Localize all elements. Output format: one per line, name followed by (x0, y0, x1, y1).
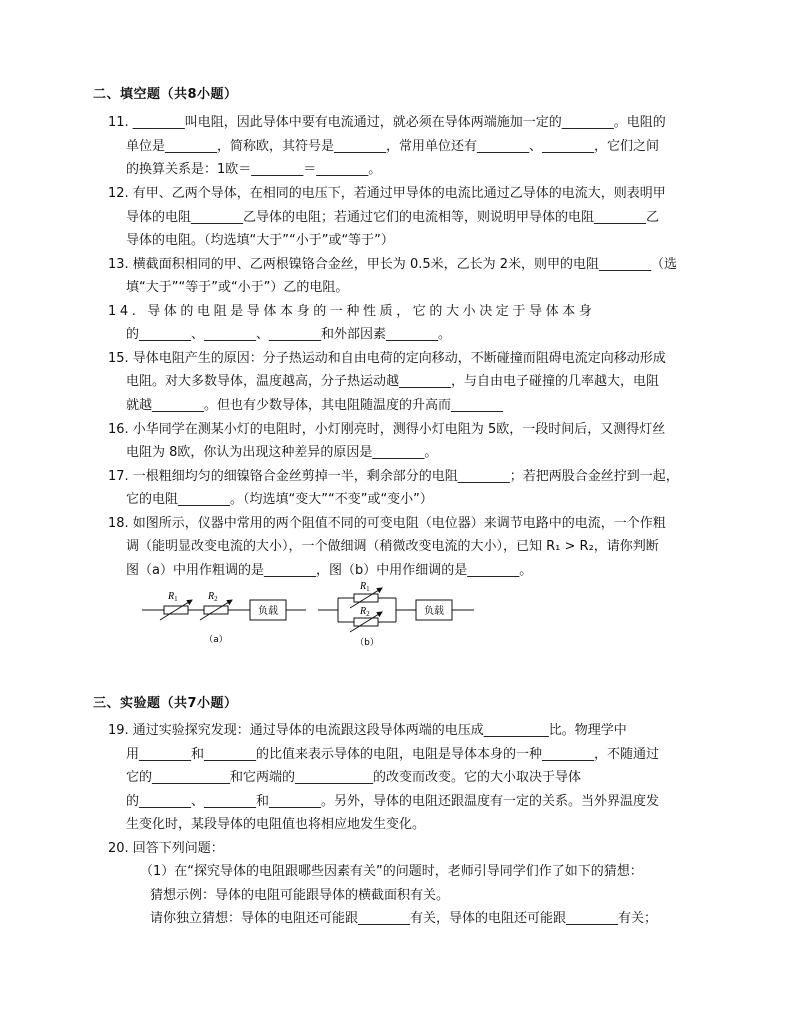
label-r2: $R_2$ (208, 591, 218, 603)
q19-line-3: 它的____________和它两端的____________的改变而改变。它的大小取决于导体 (126, 770, 582, 785)
load-label: 负载 (258, 606, 278, 617)
caption-a: （a） (204, 635, 228, 645)
q17-line-1: 17. 一根粗细均匀的细镍铬合金丝剪掉一半，剩余部分的电阻________；若把两股合金丝拧到一起， (108, 469, 679, 484)
q19-line-5: 生变化时，某段导体的电阻值也将相应地发生变化。 (126, 817, 426, 832)
q19-line-1: 19. 通过实验探究发现：通过导体的电流跟这段导体两端的电压成__________比。物理学中 (108, 723, 627, 738)
section-title-fill-in: 二、填空题（共8小题） (93, 87, 238, 102)
q12-line-3: 导体的电阻。（均选填“大于”“小于”或“等于”） (126, 233, 394, 248)
q18-line-1: 18. 如图所示，仪器中常用的两个阻值不同的可变电阻（电位器）来调节电路中的电流，一个作粗 (108, 516, 666, 531)
q14-line-1: 14. 导体的电阻是导体本身的一种性质，它的大小决定于导体本身 (108, 304, 596, 319)
q20-guess-line: 请你独立猜想：导体的电阻还可能跟________有关，导体的电阻还可能跟________有关； (150, 911, 658, 926)
q18-line-2: 调（能明显改变电流的大小），一个做细调（稍微改变电流的大小），已知 R₁ > R₂，请你判断 (126, 539, 659, 554)
q13-line-1: 13. 横截面积相同的甲、乙两根镍铬合金丝，甲长为 0.5米，乙长为 2米，则甲的电阻________（选 (108, 257, 678, 272)
q18-line-3: 图（a）中用作粗调的是________，图（b）中用作细调的是________。 (126, 563, 533, 578)
q15-line-2: 电阻。对大多数导体，温度越高，分子热运动越________，与自由电子碰撞的几率越大，电阻 (126, 374, 660, 389)
q11-line-3: 的换算关系是：1欧＝________＝________。 (126, 162, 382, 177)
circuit-diagrams (140, 578, 480, 650)
q20-part1-line: （1）在“探究导体的电阻跟哪些因素有关”的问题时，老师引导同学们作了如下的猜想： (140, 864, 643, 879)
q13-line-2: 填“大于”“等于”或“小于”）乙的电阻。 (126, 280, 349, 295)
load-label: 负载 (424, 606, 444, 617)
q16-line-2: 电阻为 8欧，你认为出现这种差异的原因是________。 (126, 445, 438, 460)
q20-line-1: 20. 回答下列问题： (108, 841, 224, 856)
q19-line-4: 的________、________和________。另外，导体的电阻还跟温度有一定的关系。当外界温度发 (126, 794, 660, 809)
q17-line-2: 它的电阻________。（均选填“变大”“不变”或“变小”） (126, 492, 433, 507)
label-r1: $R_1$ (168, 591, 178, 603)
q14-line-2: 的________、________、________和外部因素________。 (126, 327, 452, 342)
q12-line-1: 12. 有甲、乙两个导体，在相同的电压下，若通过甲导体的电流比通过乙导体的电流大，则表明甲 (108, 186, 666, 201)
q12-line-2: 导体的电阻________乙导体的电阻；若通过它们的电流相等，则说明甲导体的电阻________乙 (126, 210, 660, 225)
q15-line-1: 15. 导体电阻产生的原因：分子热运动和自由电荷的定向移动，不断碰撞而阻碍电流定向移动形成 (108, 351, 666, 366)
variable-arrow (200, 600, 232, 620)
variable-arrow (160, 600, 192, 620)
circuit-b (318, 581, 474, 648)
label-r2: $R_2$ (360, 606, 370, 618)
q11-line-2: 单位是________，简称欧，其符号是________，常用单位还有________、________，它们之间 (126, 139, 660, 154)
section-title-experiment: 三、实验题（共7小题） (93, 696, 238, 711)
caption-b: （b） (355, 638, 379, 648)
q15-line-3: 就越________。但也有少数导体，其电阻随温度的升高而________ (126, 398, 504, 413)
label-r1: $R_1$ (360, 581, 370, 593)
q16-line-1: 16. 小华同学在测某小灯的电阻时，小灯刚亮时，测得小灯电阻为 5欧，一段时间后，又测得灯丝 (108, 422, 666, 437)
circuit-a (142, 591, 306, 645)
q11-line-1: 11. ________叫电阻，因此导体中要有电流通过，就必须在导体两端施加一定的________。电阻的 (108, 115, 666, 130)
q20-example-line: 猜想示例：导体的电阻可能跟导体的横截面积有关。 (150, 888, 450, 903)
q19-line-2: 用________和________的比值来表示导体的电阻，电阻是导体本身的一种________，不随通过 (126, 747, 660, 762)
